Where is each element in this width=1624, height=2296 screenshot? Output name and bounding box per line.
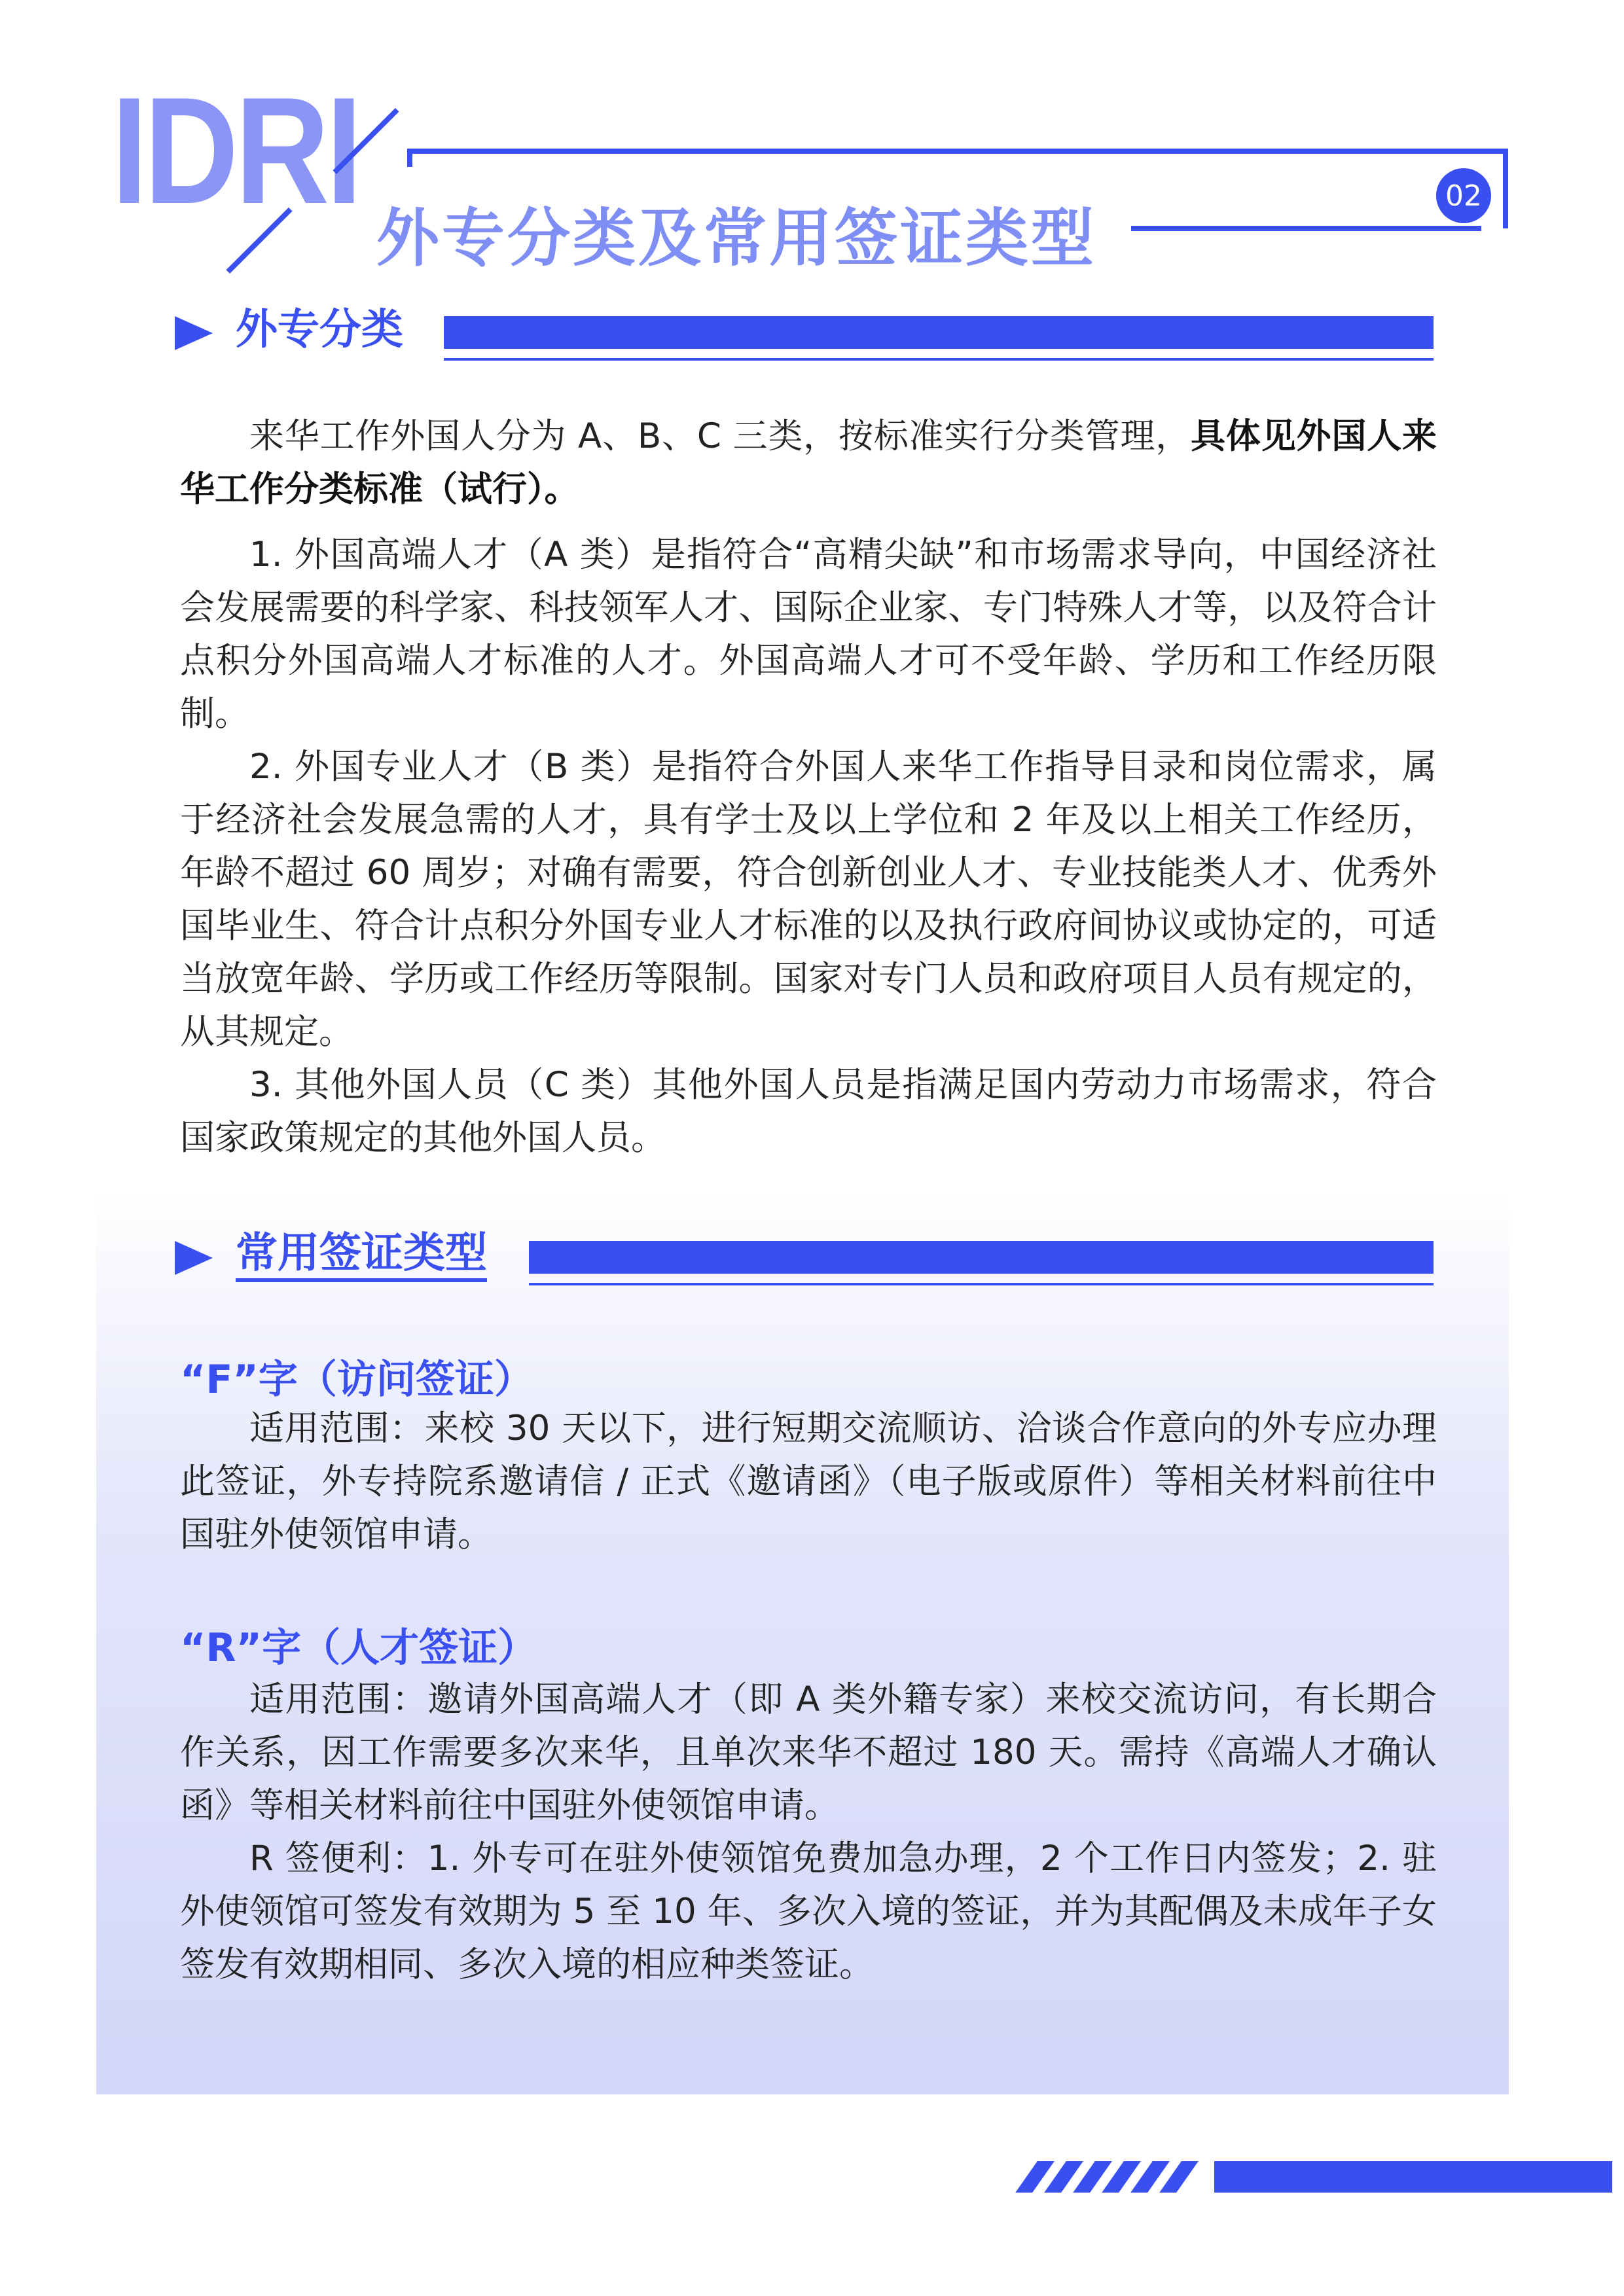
section-arrow-icon — [175, 1241, 213, 1275]
category-a-paragraph: 1. 外国高端人才（A 类）是指符合“高精尖缺”和市场需求导向，中国经济社会发展需要的科学家、科技领军人才、国际企业家、专门特殊人才等，以及符合计点积分外国高端人才标准的人才。外国高端人才可不受年龄、学历和工作经历限制。 — [180, 535, 1437, 734]
page-number-badge: 02 — [1436, 168, 1491, 223]
visa-r-heading: “R”字（人才签证） — [180, 1625, 537, 1671]
section-title-visa-types: 常用签证类型 — [236, 1232, 487, 1282]
title-frame-right — [1503, 149, 1508, 228]
visa-f-heading: “F”字（访问签证） — [180, 1357, 533, 1403]
section-line — [444, 358, 1434, 361]
title-underline — [1131, 226, 1481, 231]
section-title-classification: 外专分类 — [236, 306, 403, 354]
intro-text: 来华工作外国人分为 A、B、C 三类，按标准实行分类管理， — [249, 416, 1191, 456]
title-frame-left — [407, 149, 412, 167]
section-bar — [444, 316, 1434, 349]
category-b-paragraph: 2. 外国专业人才（B 类）是指符合外国人来华工作指导目录和岗位需求，属于经济社会发展急需的人才，具有学士及以上学位和 2 年及以上相关工作经历，年龄不超过 60 周岁；对确有需要，符合创新创业人才、专业技能类人才、优秀外国毕业生、符合计点积分外国专业人才标准的以及执行政府间协议或协定的，可适当放宽年龄、学历或工作经历等限制。国家对专门人员和政府项目人员有规定的，从其规定。 — [180, 747, 1437, 1052]
section-bar — [529, 1241, 1434, 1274]
classification-text — [180, 410, 1437, 1164]
visa-r-benefits: R 签便利：1. 外专可在驻外使领馆免费加急办理，2 个工作日内签发；2. 驻外使领馆可签发有效期为 5 至 10 年、多次入境的签证，并为其配偶及未成年子女签发有效期相同、多次入境的相应种类签证。 — [180, 1839, 1437, 1984]
title-frame-top — [407, 149, 1508, 154]
category-c-paragraph: 3. 其他外国人员（C 类）其他外国人员是指满足国内劳动力市场需求，符合国家政策规定的其他外国人员。 — [180, 1065, 1437, 1158]
visa-f-scope: 适用范围：来校 30 天以下，进行短期交流顺访、洽谈合作意向的外专应办理此签证，外专持院系邀请信 / 正式《邀请函》（电子版或原件）等相关材料前往中国驻外使领馆申请。 — [180, 1408, 1437, 1554]
visa-r-text — [180, 1673, 1437, 1991]
visa-f-text — [180, 1402, 1437, 1561]
intro-bold-text: 具体见外国人来华工作分类标准（试行）。 — [180, 416, 1437, 509]
section-line — [529, 1283, 1434, 1285]
visa-r-scope: 适用范围：邀请外国高端人才（即 A 类外籍专家）来校交流访问，有长期合作关系，因工作需要多次来华，且单次来华不超过 180 天。需持《高端人才确认函》等相关材料前往中国驻外使领馆申请。 — [180, 1679, 1437, 1825]
page-title: 外专分类及常用签证类型 — [376, 202, 1096, 275]
idri-logo: IDRI — [111, 66, 359, 236]
intro-paragraph — [180, 410, 1437, 516]
section-arrow-icon — [175, 316, 213, 350]
footer-bar — [1214, 2161, 1612, 2193]
